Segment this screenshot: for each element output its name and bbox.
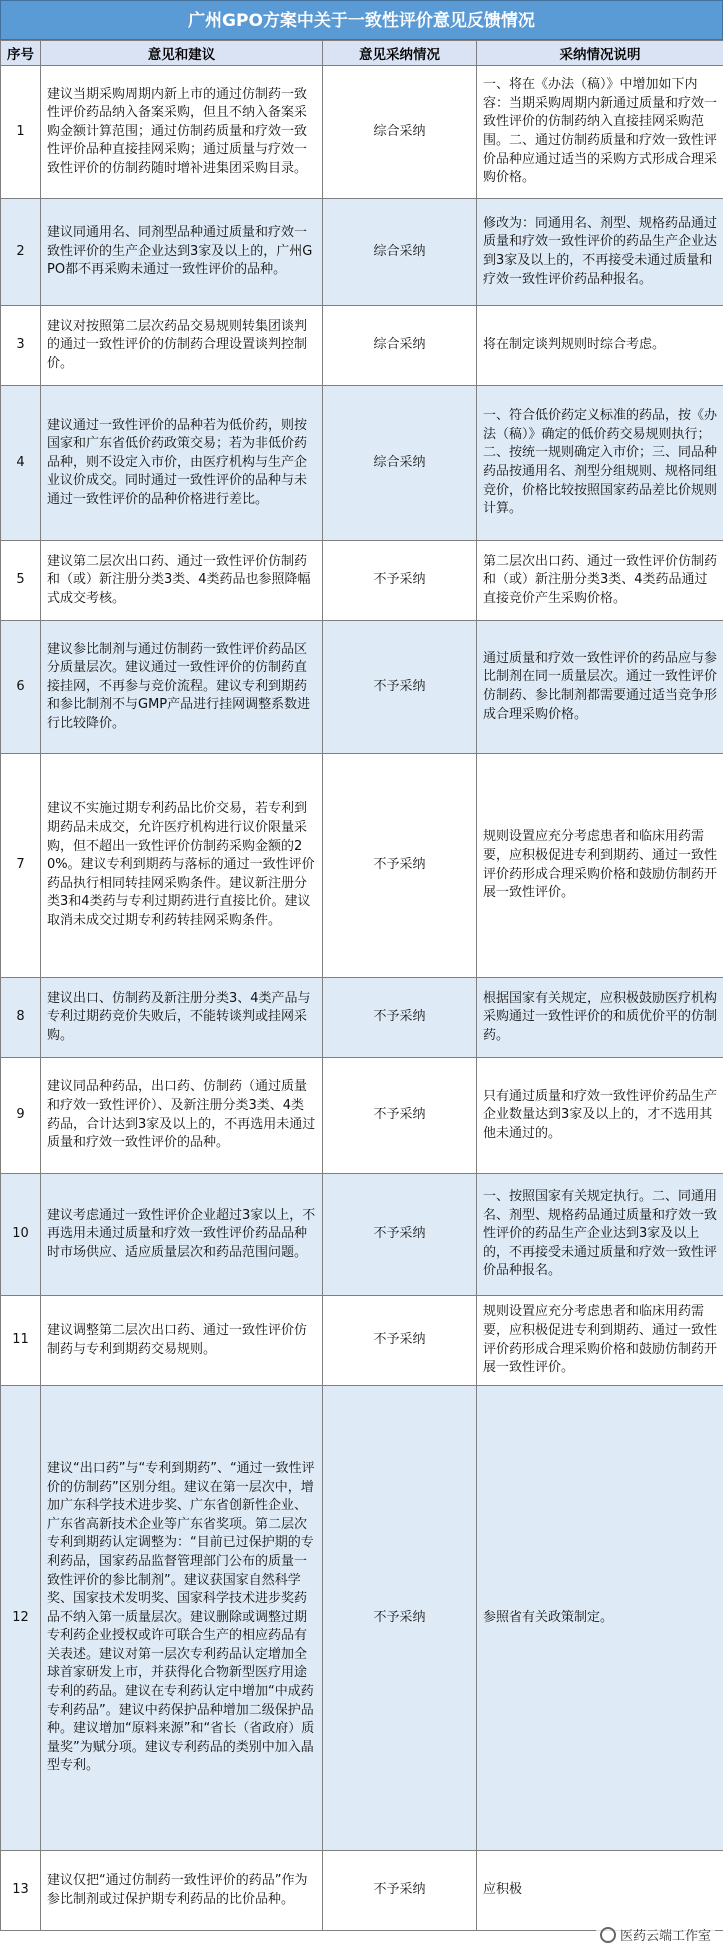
row-num: 5 (1, 541, 41, 621)
row-num: 3 (1, 306, 41, 386)
row-num: 4 (1, 386, 41, 541)
row-num: 1 (1, 66, 41, 199)
row-num: 12 (1, 1386, 41, 1851)
table-row (1, 386, 723, 541)
row-num: 6 (1, 621, 41, 754)
table-row (1, 1058, 723, 1174)
table-row (1, 978, 723, 1058)
row-num: 8 (1, 978, 41, 1058)
row-status: 综合采纳 (323, 386, 477, 541)
row-status: 不予采纳 (323, 621, 477, 754)
row-status: 综合采纳 (323, 199, 477, 306)
row-opinion: 建议参比制剂与通过仿制药一致性评价药品区分质量层次。建议通过一致性评价的仿制药直接挂网，不再参与竞价流程。建议专利到期药和参比制剂不与GMP产品进行挂网调整系数进行比较降价。 (41, 621, 323, 754)
table-row (1, 621, 723, 754)
table-row (1, 306, 723, 386)
page-title: 广州GPO方案中关于一致性评价意见反馈情况 (0, 0, 723, 40)
row-opinion: 建议同品种药品，出口药、仿制药（通过质量和疗效一致性评价）、及新注册分类3类、4类药品，合计达到3家及以上的，不再选用未通过质量和疗效一致性评价的品种。 (41, 1058, 323, 1174)
row-status: 综合采纳 (323, 306, 477, 386)
row-explanation: 一、按照国家有关规定执行。二、同通用名、剂型、规格药品通过质量和疗效一致性评价的药品生产企业达到3家及以上的，不再接受未通过质量和疗效一致性评价品种报名。 (477, 1174, 723, 1296)
row-opinion: 建议当期采购周期内新上市的通过仿制药一致性评价药品纳入备案采购，但且不纳入备案采购金额计算范围；通过仿制药质量和疗效一致性评价品种直接挂网采购；通过质量与疗效一致性评价的仿制药随时增补进集团采购目录。 (41, 66, 323, 199)
row-explanation: 一、将在《办法（稿）》中增加如下内容：当期采购周期内新通过质量和疗效一致性评价的仿制药纳入直接挂网采购范围。二、通过仿制药质量和疗效一致性评价品种应通过适当的采购方式形成合理采购价格。 (477, 66, 723, 199)
row-explanation: 根据国家有关规定，应积极鼓励医疗机构采购通过一致性评价的和质优价平的仿制药。 (477, 978, 723, 1058)
row-num: 10 (1, 1174, 41, 1296)
row-status: 不予采纳 (323, 754, 477, 978)
row-status: 不予采纳 (323, 1851, 477, 1931)
row-status: 不予采纳 (323, 1174, 477, 1296)
header-opinion: 意见和建议 (41, 41, 323, 66)
table-row (1, 66, 723, 199)
header-explanation: 采纳情况说明 (477, 41, 723, 66)
row-opinion: 建议同通用名、同剂型品种通过质量和疗效一致性评价的生产企业达到3家及以上的，广州GPO都不再采购未通过一致性评价的品种。 (41, 199, 323, 306)
row-opinion: 建议考虑通过一致性评价企业超过3家以上，不再选用未通过质量和疗效一致性评价药品品种时市场供应、适应质量层次和药品范围问题。 (41, 1174, 323, 1296)
row-opinion: 建议“出口药”与“专利到期药”、“通过一致性评价的仿制药”区别分组。建议在第一层次中，增加广东科学技术进步奖、广东省创新性企业、广东省高新技术企业等广东省奖项。第二层次专利到期药认定调整为：“目前已过保护期的专利药品，国家药品监督管理部门公布的质量一致性评价的参比制剂”。建议获国家自然科学奖、国家技术发明奖、国家科学技术进步奖药品不纳入第一质量层次。建议删除或调整过期专利药企业授权或许可联合生产的相应药品有关表述。建议对第一层次专利药品认定增加全球首家研发上市，并获得化合物新型医疗用途专利的药品。建议在专利药认定中增加“中成药专利药品”。建议中药保护品种增加二级保护品种。建议增加“原料来源”和“省长（省政府）质量奖”为赋分项。建议专利药品的类别中加入晶型专利。 (41, 1386, 323, 1851)
row-explanation: 规则设置应充分考虑患者和临床用药需要，应积极促进专利到期药、通过一致性评价药形成合理采购价格和鼓励仿制药开展一致性评价。 (477, 1296, 723, 1386)
row-num: 9 (1, 1058, 41, 1174)
row-opinion: 建议对按照第二层次药品交易规则转集团谈判的通过一致性评价的仿制药合理设置谈判控制价。 (41, 306, 323, 386)
row-explanation: 第二层次出口药、通过一致性评价仿制药和（或）新注册分类3类、4类药品通过直接竞价产生采购价格。 (477, 541, 723, 621)
row-opinion: 建议仅把“通过仿制药一致性评价的药品”作为参比制剂或过保护期专利药品的比价品种。 (41, 1851, 323, 1931)
row-status: 不予采纳 (323, 1386, 477, 1851)
row-explanation: 将在制定谈判规则时综合考虑。 (477, 306, 723, 386)
row-opinion: 建议调整第二层次出口药、通过一致性评价仿制药与专利到期药交易规则。 (41, 1296, 323, 1386)
table-row (1, 541, 723, 621)
row-explanation: 修改为：同通用名、剂型、规格药品通过质量和疗效一致性评价的药品生产企业达到3家及以上的，不再接受未通过质量和疗效一致性评价药品种报名。 (477, 199, 723, 306)
row-opinion: 建议第二层次出口药、通过一致性评价仿制药和（或）新注册分类3类、4类药品也参照降幅式成交考核。 (41, 541, 323, 621)
row-explanation: 参照省有关政策制定。 (477, 1386, 723, 1851)
table-row (1, 1174, 723, 1296)
row-num: 7 (1, 754, 41, 978)
header-num: 序号 (1, 41, 41, 66)
table-row (1, 199, 723, 306)
row-status: 不予采纳 (323, 541, 477, 621)
row-explanation: 规则设置应充分考虑患者和临床用药需要，应积极促进专利到期药、通过一致性评价药形成合理采购价格和鼓励仿制药开展一致性评价。 (477, 754, 723, 978)
row-status: 不予采纳 (323, 1296, 477, 1386)
row-status: 综合采纳 (323, 66, 477, 199)
row-status: 不予采纳 (323, 1058, 477, 1174)
feedback-table (0, 40, 723, 1931)
row-explanation: 一、符合低价药定义标准的药品，按《办法（稿）》确定的低价药交易规则执行；二、按统一规则确定入市价；三、同品种药品按通用名、剂型分组规则、规格同组竞价，价格比较按照国家药品差比价规则计算。 (477, 386, 723, 541)
row-explanation: 应积极 (477, 1851, 723, 1931)
table-row (1, 1851, 723, 1931)
table-row (1, 754, 723, 978)
header-status: 意见采纳情况 (323, 41, 477, 66)
watermark-text: 医药云端工作室 (619, 1929, 711, 1944)
table-row (1, 1386, 723, 1851)
watermark (596, 1924, 715, 1945)
table-header-row (1, 41, 723, 66)
row-num: 11 (1, 1296, 41, 1386)
row-num: 13 (1, 1851, 41, 1931)
table-row (1, 1296, 723, 1386)
row-opinion: 建议通过一致性评价的品种若为低价药，则按国家和广东省低价药政策交易；若为非低价药品种，则不设定入市价，由医疗机构与生产企业议价成交。同时通过一致性评价的品种与未通过一致性评价的品种价格进行差比。 (41, 386, 323, 541)
row-explanation: 只有通过质量和疗效一致性评价药品生产企业数量达到3家及以上的，才不选用其他未通过的。 (477, 1058, 723, 1174)
row-opinion: 建议出口、仿制药及新注册分类3、4类产品与专利过期药竞价失败后，不能转谈判或挂网采购。 (41, 978, 323, 1058)
row-num: 2 (1, 199, 41, 306)
row-opinion: 建议不实施过期专利药品比价交易，若专利到期药品未成交，允许医疗机构进行议价限量采购，但不超出一致性评价仿制药采购金额的20%。建议专利到期药与落标的通过一致性评价药品执行相同转挂网采购条件。建议新注册分类3和4类药与专利过期药进行直接比价。建议取消未成交过期专利药转挂网采购条件。 (41, 754, 323, 978)
row-status: 不予采纳 (323, 978, 477, 1058)
row-explanation: 通过质量和疗效一致性评价的药品应与参比制剂在同一质量层次。通过一致性评价仿制药、参比制剂都需要通过适当竞争形成合理采购价格。 (477, 621, 723, 754)
wechat-icon (600, 1927, 616, 1943)
